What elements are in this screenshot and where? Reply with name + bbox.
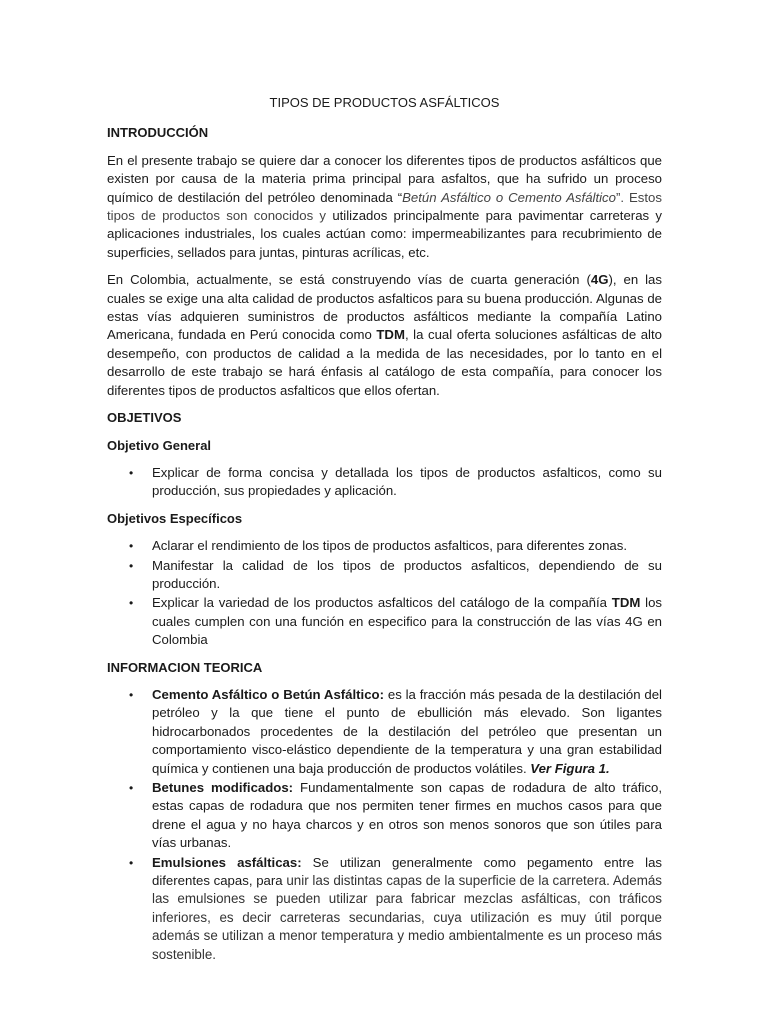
list-item — [107, 779, 662, 853]
intro-p1-text-c: ”. Estos tipos de productos son conocidos y — [107, 189, 662, 224]
betunes-text: Fundamentalmente son capas de rodadura de alto tráfico, estas capas de rodadura que nos permiten tener firmes en muchos casos para que drene el agua y no haya charcos y en otros son menos sonoros que son útiles para vías urbanas. — [152, 780, 662, 851]
objetivo-general-list — [107, 464, 662, 501]
intro-p1-term: Betún Asfáltico o Cemento Asfáltico — [402, 189, 616, 205]
bullet-icon: • — [129, 596, 134, 611]
list-item — [107, 594, 662, 649]
list-item — [107, 537, 662, 555]
list-item-text: Explicar de forma concisa y detallada los tipos de productos asfalticos, como su producción, sus propiedades y aplicación. — [152, 464, 662, 499]
list-item-text-c: los cuales cumplen con una función en especifico para la construcción de las vías 4G en Colombia — [152, 595, 662, 648]
intro-p1-text-a: En el presente trabajo se quiere dar a conocer los diferentes tipos de productos asfálticos que existen por causa de la materia prima principal para asfaltos, que ha sufrido un proceso químico de destilación del petróleo denominada “ — [107, 152, 662, 205]
bullet-icon: • — [129, 539, 134, 554]
informacion-teorica-heading: INFORMACION TEORICA — [107, 659, 263, 675]
intro-heading: INTRODUCCIÓN — [107, 125, 209, 141]
term-betunes: Betunes modificados: — [152, 780, 294, 795]
intro-p2-text-e: , la cual oferta soluciones asfálticas de alto desempeño, con productos de calidad a la medida de las necesidades, por lo tanto en el desarrollo de este trabajo se hará énfasis al catálogo de esta compañía, para conocer los diferentes tipos de productos asfalticos que ellos ofertan. — [107, 327, 662, 398]
term-cemento: Cemento Asfáltico o Betún Asfáltico: — [152, 686, 385, 702]
intro-paragraph-2 — [107, 271, 662, 400]
emulsiones-text-a: Se utilizan generalmente como pegamento entre las diferentes capas, para — [152, 854, 662, 889]
term-emulsiones: Emulsiones asfálticas: — [152, 854, 302, 870]
intro-p2-text-a: En Colombia, actualmente, se está construyendo vías de cuarta generación ( — [107, 272, 591, 288]
intro-p1-text-d: utilizados principalmente para pavimentar carreteras y aplicaciones industriales, los cuales actúan como: impermeabilizantes para recubrimiento de superficies, sellados para juntas, pinturas acrílicas, etc. — [107, 208, 662, 260]
emulsiones-text-b: unir las distintas capas de la superficie de la carretera. Además las emulsiones se pueden utilizar para fabricar mezclas asfálticas, con tráficos inferiores, es decir carreteras secundarias, cuya utilización es muy útil porque además se utilizan a menor temperatura y medio ambientalmente es un proceso más sostenible. — [152, 873, 663, 962]
objetivo-general-heading: Objetivo General — [107, 437, 212, 453]
list-item — [107, 464, 662, 501]
list-item — [107, 854, 662, 964]
objetivos-especificos-heading: Objetivos Específicos — [107, 510, 243, 526]
bullet-icon: • — [129, 465, 134, 480]
list-item — [107, 557, 662, 594]
intro-p2-tdm: TDM — [376, 327, 405, 343]
cemento-text: es la fracción más pesada de la destilación del petróleo y la que tiene el punto de ebullición más elevado. Son ligantes hidrocarbonados procedentes de la destilación del petróleo que presentan un comportamiento visco-elástico dependiente de la temperatura y una gran estabilidad química y contienen una baja producción de productos volátiles. — [152, 686, 662, 776]
figure-reference: Ver Figura 1. — [530, 760, 610, 776]
list-item — [107, 686, 662, 778]
bullet-icon: • — [129, 558, 134, 573]
list-item-text: Aclarar el rendimiento de los tipos de productos asfalticos, para diferentes zonas. — [152, 538, 628, 554]
document-title: TIPOS DE PRODUCTOS ASFÁLTICOS — [269, 95, 500, 110]
list-item-text: Manifestar la calidad de los tipos de productos asfalticos, dependiendo de su producción. — [152, 557, 662, 591]
list-item-tdm: TDM — [611, 595, 641, 611]
bullet-icon: • — [129, 855, 134, 870]
informacion-teorica-list — [107, 686, 662, 964]
bullet-icon: • — [129, 781, 134, 795]
intro-paragraph-1 — [107, 152, 662, 262]
intro-p2-text-c: ), en las cuales se exige una alta calidad de productos asfalticos para su buena producción. Algunas de estas vías adquieren suministros de productos asfálticos mediante la compañía Latino Americana, fundada en Perú conocida como — [107, 272, 662, 343]
objetivos-heading: OBJETIVOS — [107, 410, 182, 426]
objetivos-especificos-list — [107, 537, 662, 649]
bullet-icon: • — [129, 687, 134, 702]
list-item-text-a: Explicar la variedad de los productos asfalticos del catálogo de la compañía — [152, 595, 612, 611]
intro-p2-4g: 4G — [590, 272, 609, 288]
